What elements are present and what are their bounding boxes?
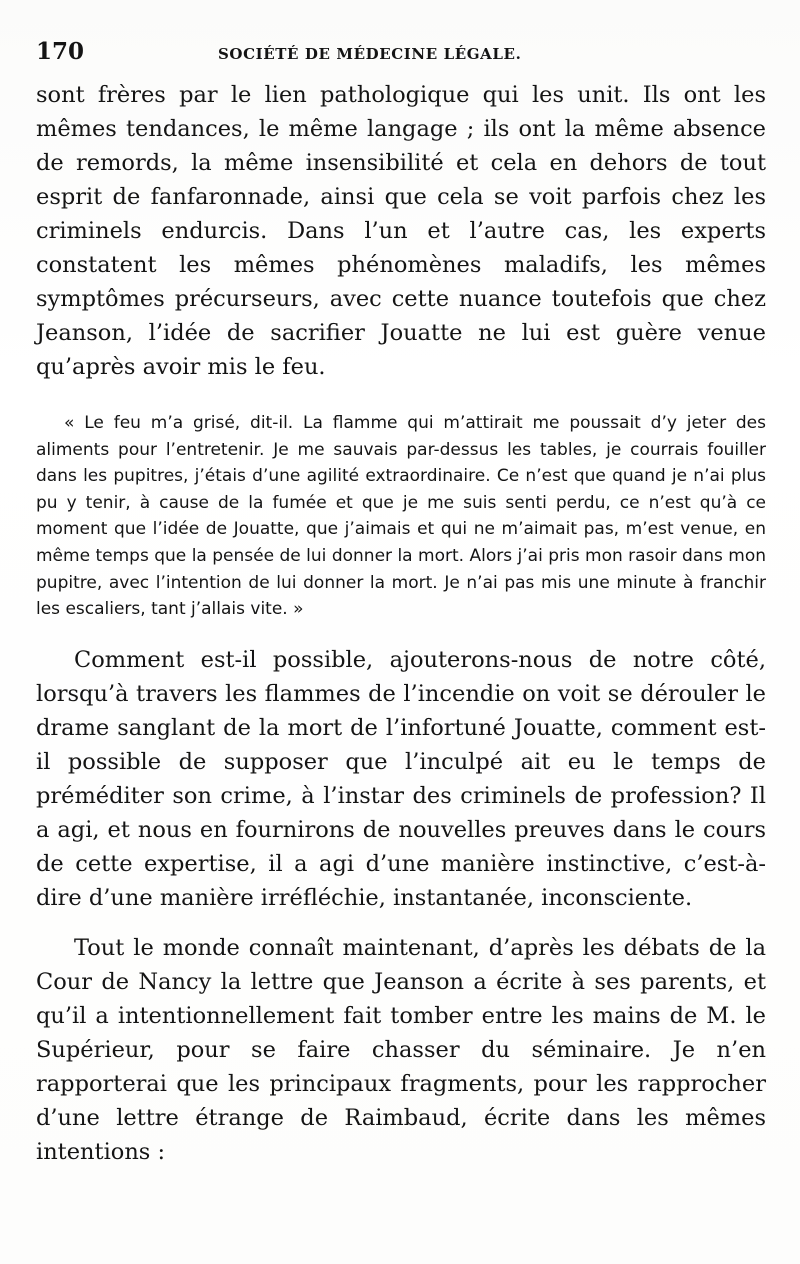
- paragraph-argument: Comment est-il possible, ajouterons-nous de notre côté, lorsqu’à travers les flammes de l’incendie on voit se dérouler le drame sanglant de la mort de l’infortuné Jouatte, comment est-il possible de supposer que l’inculpé ait eu le temps de préméditer son crime, à l’instar des criminels de profession? Il a agi, et nous en fournirons de nouvelles preuves dans le cours de cette expertise, il a agi d’une manière instinctive, c’est-à-dire d’une manière irréfléchie, instantanée, inconsciente.: [36, 646, 766, 911]
- page-number: 170: [36, 38, 85, 65]
- running-head: [36, 38, 766, 78]
- paragraph-letter-intro: Tout le monde connaît maintenant, d’après les débats de la Cour de Nancy la lettre que Jeanson a écrite à ses parents, et qu’il a intentionnellement fait tomber entre les mains de M. le Supérieur, pour se faire chasser du séminaire. Je n’en rapporterai que les principaux fragments, pour les rapprocher d’une lettre étrange de Raimbaud, écrite dans les mêmes intentions :: [36, 934, 766, 1165]
- journal-title: SOCIÉTÉ DE MÉDECINE LÉGALE.: [218, 45, 522, 63]
- quotation-paragraph: « Le feu m’a grisé, dit-il. La flamme qui m’attirait me poussait d’y jeter des aliments pour l’entretenir. Je me sauvais par-dessus les tables, je courrais fouiller dans les pupitres, j’étais d’une agilité extraordinaire. Ce n’est que quand je n’ai plus pu y tenir, à cause de la fumée et que je me suis senti perdu, ce n’est qu’à ce moment que l’idée de Jouatte, que j’aimais et qui ne m’aimait pas, m’est venue, en même temps que la pensée de lui donner la mort. Alors j’ai pris mon rasoir dans mon pupitre, avec l’intention de lui donner la mort. Je n’ai pas mis une minute à franchir les escaliers, tant j’allais vite. »: [36, 413, 766, 620]
- paragraph-continuation: sont frères par le lien pathologique qui les unit. Ils ont les mêmes tendances, le même langage ; ils ont la même absence de remords, la même insensibilité et cela en dehors de tout esprit de fanfaronnade, ainsi que cela se voit parfois chez les criminels endurcis. Dans l’un et l’autre cas, les experts constatent les mêmes phénomènes maladifs, les mêmes symptômes précurseurs, avec cette nuance toutefois que chez Jeanson, l’idée de sacrifier Jouatte ne lui est guère venue qu’après avoir mis le feu.: [36, 82, 766, 380]
